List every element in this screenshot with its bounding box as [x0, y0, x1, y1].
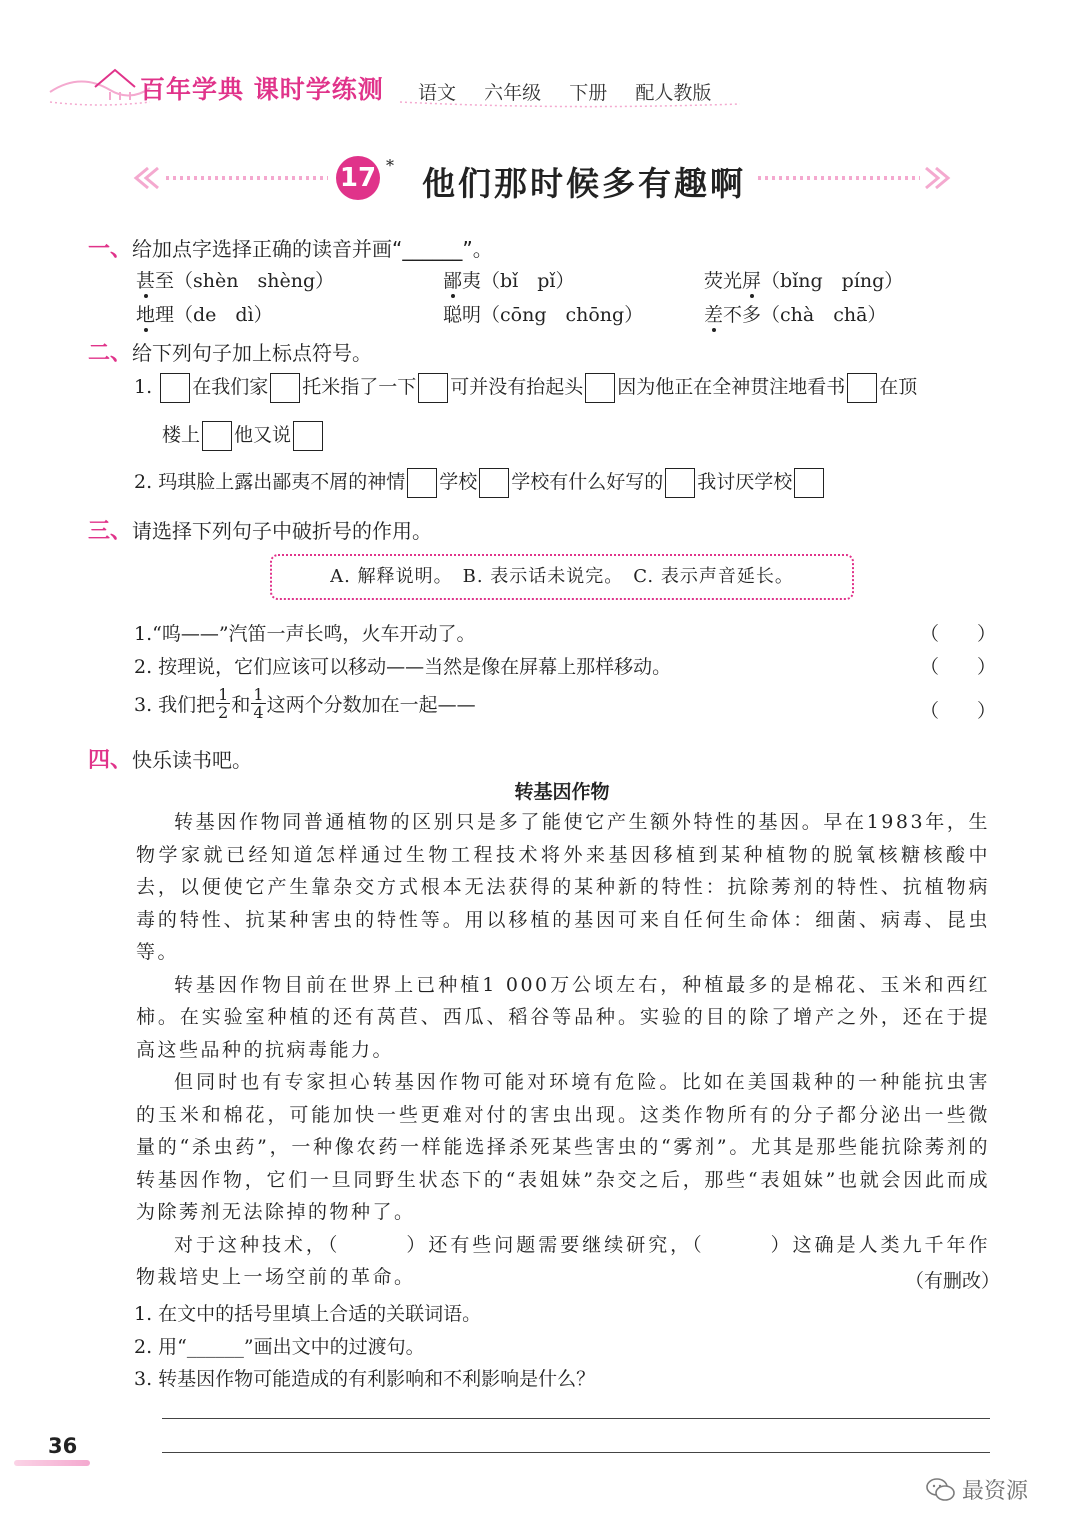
answer-box[interactable]	[293, 421, 323, 451]
lesson-number: 17	[339, 163, 377, 193]
header-volume: 下册	[569, 82, 608, 104]
wechat-icon	[926, 1477, 956, 1503]
dotted-char: 差	[704, 304, 724, 326]
pinyin-item-6: 差不多（chà chā）	[704, 304, 887, 326]
page-number: 36	[48, 1434, 78, 1458]
punct-question-2: 2. 玛琪脸上露出鄙夷不屑的神情 学校 学校有什么好写的 我讨厌学校	[134, 467, 826, 498]
answer-box[interactable]	[794, 468, 824, 498]
dash-question-1: 1.“呜——”汽笛一声长鸣，火车开动了。	[134, 623, 476, 645]
answer-line[interactable]	[162, 1418, 990, 1419]
page-number-bar	[14, 1460, 90, 1466]
options-text: A. 解释说明。 B. 表示话未说完。 C. 表示声音延长。	[330, 566, 794, 587]
reading-question-3: 3. 转基因作物可能造成的有利影响和不利影响是什么？	[134, 1368, 596, 1390]
title-right-arrow-icon	[756, 164, 952, 192]
answer-box[interactable]	[418, 373, 448, 403]
watermark-text: 最资源	[962, 1479, 1029, 1504]
answer-box[interactable]	[479, 468, 509, 498]
answer-box[interactable]	[160, 373, 190, 403]
pinyin-item-2: 鄙夷（bǐ pǐ）	[443, 270, 575, 292]
brand-title: 百年学典 课时学练测	[140, 75, 384, 104]
header-subject: 语文	[418, 82, 457, 104]
fraction: $\frac{1}{2}$	[218, 685, 229, 722]
answer-box[interactable]	[270, 373, 300, 403]
dotted-char: 鄙	[443, 270, 463, 292]
reading-question-1: 1. 在文中的括号里填上合适的关联词语。	[134, 1303, 482, 1325]
section-number: 一、	[88, 237, 133, 262]
options-box	[270, 554, 854, 600]
section-1-heading	[88, 232, 493, 263]
section-text: 给加点字选择正确的读音并画“______”。	[132, 237, 493, 261]
section-text: 给下列句子加上标点符号。	[132, 341, 373, 365]
section-number: 二、	[88, 341, 133, 366]
paragraph: 转基因作物目前在世界上已种植1 000万公顷左右，种植最多的是棉花、玉米和西红柿。在实验室种植的还有莴苣、西瓜、稻谷等品种。实验的目的除了增产之外，还在于提高这些品种的抗病毒能力。	[136, 973, 990, 1061]
lesson-title: 他们那时候多有趣啊	[422, 164, 746, 203]
title-left-arrow-icon	[130, 164, 330, 192]
paragraph: 转基因作物同普通植物的区别只是多了能使它产生额外特性的基因。早在1983年，生物学家就已经知道怎样通过生物工程技术将外来基因移植到某种植物的脱氧核糖核酸中去，以便使它产生靠杂交方式根本无法获得的某种新的特性：抗除莠剂的特性、抗植物病毒的特性、抗某种害虫的特性等。用以移植的基因可来自任何生命体：细菌、病毒、昆虫等。	[136, 811, 990, 963]
answer-paren[interactable]: （ ）	[920, 623, 997, 645]
section-text: 请选择下列句子中破折号的作用。	[132, 519, 433, 543]
section-text: 快乐读书吧。	[132, 748, 253, 772]
answer-box[interactable]	[585, 373, 615, 403]
header-grade: 六年级	[484, 82, 542, 104]
answer-paren[interactable]: （ ）	[920, 700, 997, 722]
dotted-char: 甚	[136, 270, 156, 292]
dotted-char: 地	[136, 304, 156, 326]
answer-paren[interactable]: （ ）	[920, 656, 997, 678]
section-3-heading	[88, 514, 432, 545]
dash-question-3: 3. 我们把 $\frac{1}{2}$ 和 $\frac{1}{4}$ 这两个分数加在一起——	[134, 685, 476, 722]
dotted-char: 屏	[742, 270, 762, 292]
fraction: $\frac{1}{4}$	[253, 685, 264, 722]
punct-question-1-line2: 楼上 他又说	[162, 420, 325, 451]
reading-title: 转基因作物	[514, 781, 610, 803]
pinyin-item-1: 甚至（shèn shèng）	[136, 270, 335, 292]
section-number: 四、	[88, 748, 133, 773]
source-note: （有删改）	[905, 1270, 1001, 1292]
dash-question-2: 2. 按理说，它们应该可以移动——当然是像在屏幕上那样移动。	[134, 656, 672, 678]
section-number: 三、	[88, 519, 133, 544]
lesson-star: *	[386, 156, 394, 175]
answer-box[interactable]	[407, 468, 437, 498]
lesson-number-badge	[336, 156, 380, 200]
answer-line[interactable]	[162, 1452, 990, 1453]
reading-question-2: 2. 用“______”画出文中的过渡句。	[134, 1336, 425, 1358]
pinyin-item-3: 荧光屏（bǐng píng）	[704, 270, 904, 292]
header-info	[418, 78, 711, 105]
reading-passage	[136, 806, 990, 1294]
section-4-heading	[88, 743, 252, 774]
header-edition: 配人教版	[635, 82, 712, 104]
answer-box[interactable]	[665, 468, 695, 498]
answer-box[interactable]	[202, 421, 232, 451]
paragraph: 对于这种技术，（ ）还有些问题需要继续研究，（ ）这确是人类九千年作物栽培史上一场空前的革命。	[136, 1233, 990, 1288]
pinyin-item-4: 地理（de dì）	[136, 304, 273, 326]
paragraph: 但同时也有专家担心转基因作物可能对环境有危险。比如在美国栽种的一种能抗虫害的玉米和棉花，可能加快一些更难对付的害虫出现。这类作物所有的分子都分泌出一些微量的“杀虫药”，一种像农药一样能选择杀死某些害虫的“雾剂”。尤其是那些能抗除莠剂的转基因作物，它们一旦同野生状态下的“表姐妹”杂交之后，那些“表姐妹”也就会因此而成为除莠剂无法除掉的物种了。	[136, 1071, 990, 1223]
pinyin-item-5: 聪明（cōng chōng）	[443, 304, 644, 326]
watermark	[926, 1474, 1028, 1505]
section-2-heading	[88, 336, 372, 367]
answer-box[interactable]	[847, 373, 877, 403]
punct-question-1: 1. 在我们家 托米指了一下 可并没有抬起头 因为他正在全神贯注地看书 在顶	[134, 372, 917, 403]
